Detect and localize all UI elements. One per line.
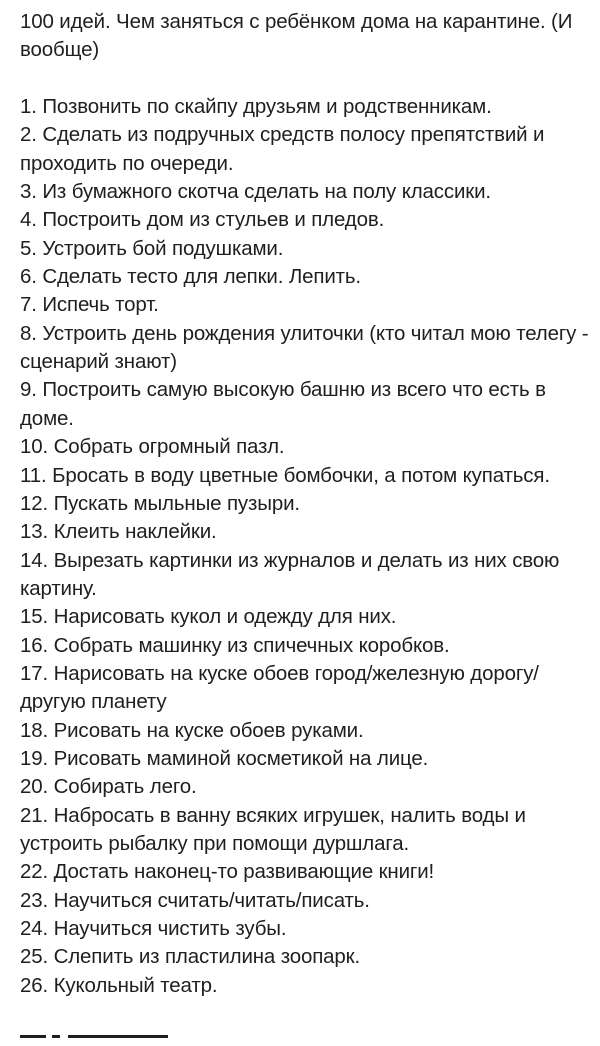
post-text [20,8,590,1000]
list-item: 23. Научиться считать/читать/писать. [20,888,370,912]
list-item: 11. Бросать в воду цветные бомбочки, а потом купаться. [20,463,550,487]
list-item: 3. Из бумажного скотча сделать на полу классики. [20,180,491,204]
list-item: 20. Собирать лего. [20,775,197,799]
list-item: 8. Устроить день рождения улиточки (кто читал мою телегу - сценарий знают) [20,321,589,374]
list-item: 10. Собрать огромный пазл. [20,435,285,459]
list-item: 2. Сделать из подручных средств полосу препятствий и проходить по очереди. [20,123,545,175]
list-item: 25. Слепить из пластилина зоопарк. [20,945,361,969]
list-item: 21. Набросать в ванну всяких игрушек, налить воды и устроить рыбалку при помощи дуршлага. [20,803,526,855]
list-item: 15. Нарисовать кукол и одежду для них. [20,605,397,629]
list-item: 13. Клеить наклейки. [20,520,217,544]
list-item: 9. Построить самую высокую башню из всего что есть в доме. [20,378,546,430]
post-title: 100 идей. Чем заняться с ребёнком дома на карантине. (И вообще) [20,10,573,62]
list-item: 12. Пускать мыльные пузыри. [20,491,300,515]
blank-line [20,65,590,93]
list-item: 4. Построить дом из стульев и пледов. [20,208,385,232]
list-item: 17. Нарисовать на куске обоев город/железную дорогу/другую планету [20,661,539,714]
cut-off-next-line [20,1032,180,1046]
list-item: 1. Позвонить по скайпу друзьям и родственникам. [20,95,492,119]
list-item: 19. Рисовать маминой косметикой на лице. [20,746,429,770]
list-item: 5. Устроить бой подушками. [20,236,284,260]
list-item: 24. Научиться чистить зубы. [20,917,287,940]
list-item: 16. Собрать машинку из спичечных коробков. [20,633,450,657]
idea-list [20,93,590,1000]
list-item: 7. Испечь торт. [20,293,159,317]
list-item: 6. Сделать тесто для лепки. Лепить. [20,265,361,289]
list-item: 18. Рисовать на куске обоев руками. [20,718,364,742]
list-item: 22. Достать наконец-то развивающие книги! [20,860,435,884]
list-item: 26. Кукольный театр. [20,973,218,997]
list-item: 14. Вырезать картинки из журналов и делать из них свою картину. [20,548,560,600]
